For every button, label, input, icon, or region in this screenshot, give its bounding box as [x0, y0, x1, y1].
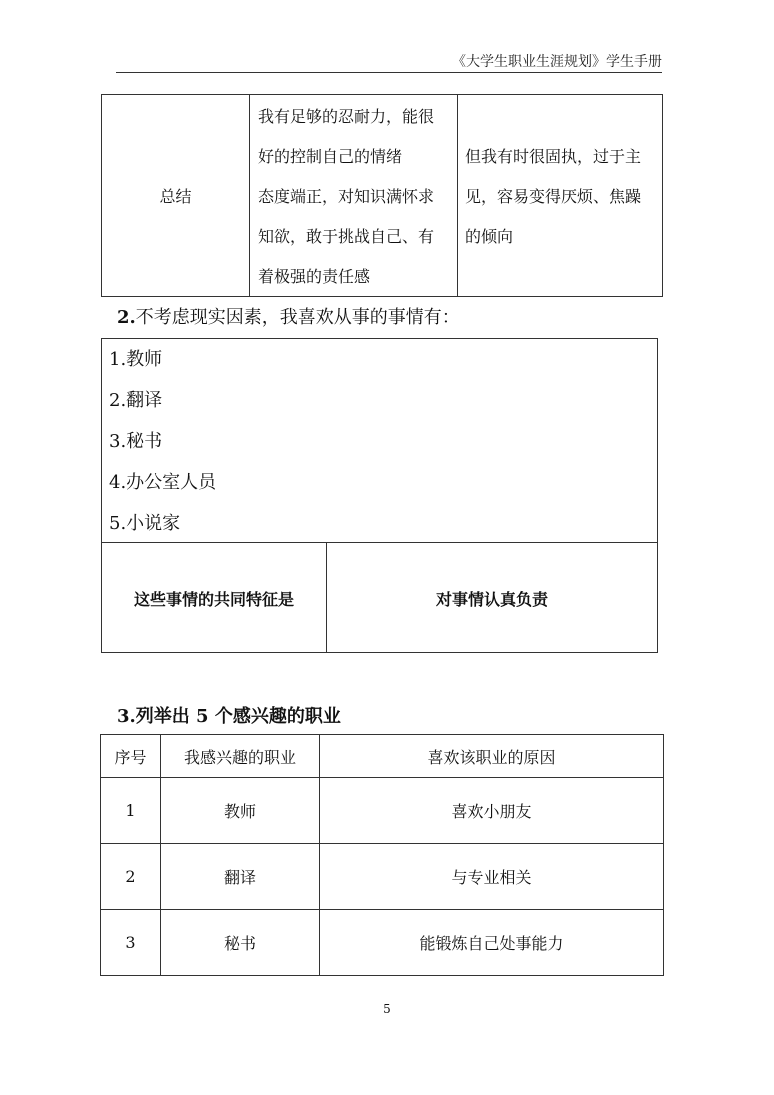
table-row	[101, 778, 664, 844]
common-feature-value: 对事情认真负责	[435, 589, 548, 609]
list-item: 1.教师	[109, 349, 163, 370]
strength-line: 态度端正，对知识满怀求	[258, 187, 435, 206]
likes-box	[101, 338, 658, 653]
common-feature-label: 这些事情的共同特征是	[133, 589, 294, 609]
section2-heading	[117, 303, 460, 329]
cell-index: 2	[101, 844, 161, 910]
table-header-row	[101, 735, 664, 778]
running-header: 《大学生职业生涯规划》学生手册	[452, 54, 662, 70]
jobs-table	[100, 734, 664, 976]
section3-heading: 3.列举出 5 个感兴趣的职业	[117, 706, 341, 727]
cell-job: 秘书	[161, 910, 320, 976]
cell-job: 翻译	[161, 844, 320, 910]
header-rule	[116, 72, 662, 73]
section2-title: 不考虑现实因素，我喜欢从事的事情有：	[135, 307, 460, 328]
cell-index: 1	[101, 778, 161, 844]
summary-weaknesses	[465, 137, 641, 257]
cell-reason: 喜欢小朋友	[320, 778, 664, 844]
strength-line: 着极强的责任感	[258, 267, 371, 286]
weakness-line: 见，容易变得厌烦、焦躁	[465, 187, 642, 206]
strength-line: 我有足够的忍耐力，能很	[258, 107, 435, 126]
summary-weaknesses-cell	[458, 95, 662, 296]
weakness-line: 的倾向	[465, 227, 514, 246]
summary-strengths-cell	[250, 95, 458, 296]
section2-number: 2.	[117, 307, 136, 328]
cell-reason: 能锻炼自己处事能力	[320, 910, 664, 976]
summary-label: 总结	[102, 95, 250, 296]
cell-reason: 与专业相关	[320, 844, 664, 910]
page-number: 5	[383, 1002, 391, 1016]
summary-strengths	[258, 97, 434, 297]
list-item: 3.秘书	[109, 431, 163, 452]
list-item: 4.办公室人员	[109, 472, 217, 493]
col-header-job: 我感兴趣的职业	[161, 735, 320, 778]
strength-line: 好的控制自己的情绪	[258, 147, 403, 166]
cell-index: 3	[101, 910, 161, 976]
weakness-line: 但我有时很固执，过于主	[465, 147, 642, 166]
likes-list	[109, 339, 216, 544]
cell-job: 教师	[161, 778, 320, 844]
col-header-index: 序号	[101, 735, 161, 778]
list-item: 2.翻译	[109, 390, 163, 411]
col-header-reason: 喜欢该职业的原因	[320, 735, 664, 778]
table-row	[101, 844, 664, 910]
summary-table	[101, 94, 663, 297]
table-row	[101, 910, 664, 976]
strength-line: 知欲，敢于挑战自己、有	[258, 227, 435, 246]
list-item: 5.小说家	[109, 513, 181, 534]
